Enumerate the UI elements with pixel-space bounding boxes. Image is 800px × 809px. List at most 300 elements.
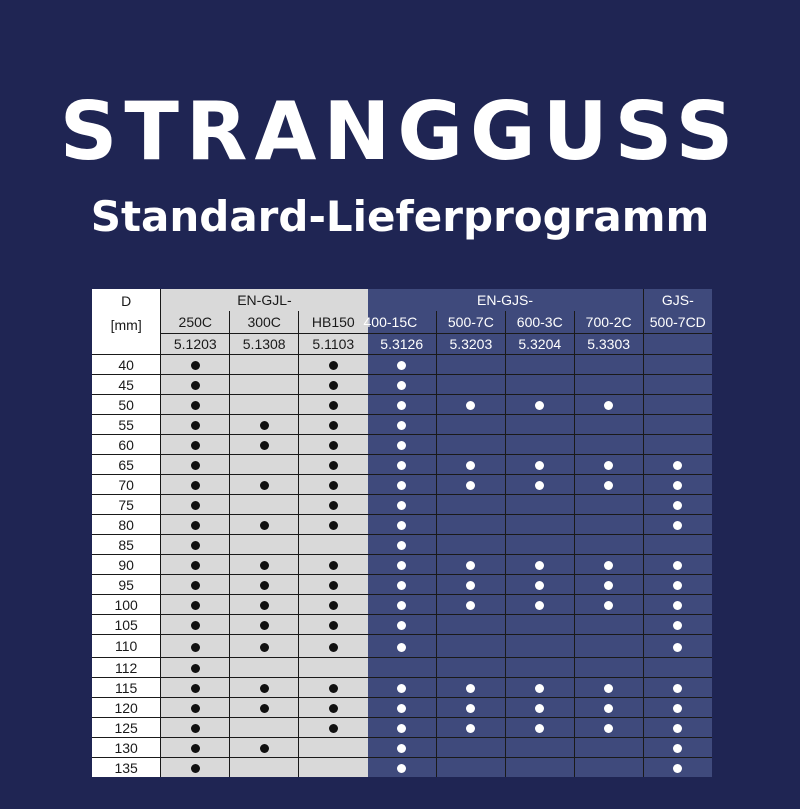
- available-dot-icon: [604, 704, 613, 713]
- availability-cell: [230, 515, 299, 535]
- available-dot-icon: [466, 461, 475, 470]
- availability-cell: [436, 395, 505, 415]
- availability-cell: [574, 635, 643, 658]
- availability-cell: [299, 515, 368, 535]
- availability-cell: [505, 738, 574, 758]
- availability-cell: [505, 678, 574, 698]
- grade-header: 500-7CD: [643, 311, 712, 334]
- availability-cell: [643, 435, 712, 455]
- available-dot-icon: [535, 581, 544, 590]
- material-number: 5.3126: [368, 334, 437, 355]
- available-dot-icon: [260, 684, 269, 693]
- availability-cell: [299, 435, 368, 455]
- available-dot-icon: [673, 621, 682, 630]
- availability-cell: [574, 738, 643, 758]
- material-number: 5.3204: [505, 334, 574, 355]
- diameter-header: [92, 289, 161, 355]
- available-dot-icon: [604, 561, 613, 570]
- table-row: [92, 658, 712, 678]
- availability-cell: [368, 615, 437, 635]
- availability-cell: [299, 615, 368, 635]
- availability-cell: [161, 595, 230, 615]
- diameter-cell: 65: [92, 455, 161, 475]
- diameter-cell: 105: [92, 615, 161, 635]
- availability-cell: [643, 758, 712, 778]
- available-dot-icon: [673, 704, 682, 713]
- availability-cell: [574, 515, 643, 535]
- availability-cell: [230, 415, 299, 435]
- availability-cell: [368, 595, 437, 615]
- table-row: [92, 575, 712, 595]
- availability-cell: [368, 375, 437, 395]
- available-dot-icon: [260, 621, 269, 630]
- available-dot-icon: [329, 521, 338, 530]
- available-dot-icon: [673, 684, 682, 693]
- available-dot-icon: [329, 601, 338, 610]
- table-row: [92, 435, 712, 455]
- availability-cell: [574, 395, 643, 415]
- availability-cell: [368, 455, 437, 475]
- availability-cell: [161, 635, 230, 658]
- availability-cell: [505, 555, 574, 575]
- available-dot-icon: [329, 401, 338, 410]
- available-dot-icon: [260, 581, 269, 590]
- availability-cell: [230, 355, 299, 375]
- availability-cell: [161, 495, 230, 515]
- available-dot-icon: [191, 621, 200, 630]
- availability-cell: [161, 698, 230, 718]
- available-dot-icon: [329, 361, 338, 370]
- table-row: [92, 355, 712, 375]
- available-dot-icon: [191, 441, 200, 450]
- diameter-cell: 75: [92, 495, 161, 515]
- available-dot-icon: [260, 744, 269, 753]
- available-dot-icon: [604, 601, 613, 610]
- available-dot-icon: [397, 501, 406, 510]
- availability-cell: [436, 658, 505, 678]
- availability-cell: [505, 515, 574, 535]
- availability-cell: [230, 658, 299, 678]
- availability-cell: [161, 555, 230, 575]
- availability-cell: [161, 758, 230, 778]
- diameter-cell: 50: [92, 395, 161, 415]
- availability-cell: [436, 678, 505, 698]
- table-row: [92, 515, 712, 535]
- availability-cell: [436, 635, 505, 658]
- available-dot-icon: [397, 461, 406, 470]
- availability-cell: [161, 575, 230, 595]
- availability-cell: [643, 455, 712, 475]
- availability-cell: [574, 415, 643, 435]
- group-header-en-gjs: EN-GJS-: [368, 289, 644, 311]
- available-dot-icon: [329, 421, 338, 430]
- availability-cell: [505, 495, 574, 515]
- availability-cell: [574, 718, 643, 738]
- availability-cell: [161, 678, 230, 698]
- availability-cell: [643, 718, 712, 738]
- available-dot-icon: [673, 724, 682, 733]
- diameter-cell: 95: [92, 575, 161, 595]
- available-dot-icon: [260, 441, 269, 450]
- availability-cell: [574, 555, 643, 575]
- availability-cell: [299, 635, 368, 658]
- availability-cell: [230, 435, 299, 455]
- availability-cell: [643, 495, 712, 515]
- material-number: 5.3203: [436, 334, 505, 355]
- available-dot-icon: [673, 764, 682, 773]
- availability-cell: [505, 375, 574, 395]
- available-dot-icon: [329, 621, 338, 630]
- availability-cell: [368, 435, 437, 455]
- availability-cell: [505, 758, 574, 778]
- availability-cell: [161, 375, 230, 395]
- availability-cell: [299, 678, 368, 698]
- availability-cell: [436, 435, 505, 455]
- material-number: 5.1103: [299, 334, 368, 355]
- availability-cell: [643, 475, 712, 495]
- available-dot-icon: [191, 744, 200, 753]
- availability-cell: [230, 758, 299, 778]
- available-dot-icon: [673, 561, 682, 570]
- available-dot-icon: [673, 601, 682, 610]
- availability-cell: [299, 495, 368, 515]
- availability-cell: [643, 555, 712, 575]
- availability-cell: [643, 635, 712, 658]
- availability-cell: [505, 435, 574, 455]
- availability-cell: [436, 475, 505, 495]
- material-number: 5.1203: [161, 334, 230, 355]
- diameter-cell: 120: [92, 698, 161, 718]
- availability-cell: [161, 535, 230, 555]
- grade-header: 500-7C: [436, 311, 505, 334]
- availability-cell: [436, 375, 505, 395]
- availability-cell: [643, 575, 712, 595]
- availability-cell: [299, 355, 368, 375]
- available-dot-icon: [466, 601, 475, 610]
- availability-cell: [299, 375, 368, 395]
- available-dot-icon: [260, 481, 269, 490]
- available-dot-icon: [191, 764, 200, 773]
- available-dot-icon: [191, 521, 200, 530]
- availability-cell: [574, 375, 643, 395]
- availability-cell: [505, 395, 574, 415]
- table-row: [92, 395, 712, 415]
- available-dot-icon: [466, 401, 475, 410]
- available-dot-icon: [191, 561, 200, 570]
- available-dot-icon: [191, 643, 200, 652]
- availability-cell: [299, 758, 368, 778]
- available-dot-icon: [260, 421, 269, 430]
- available-dot-icon: [329, 461, 338, 470]
- availability-cell: [643, 395, 712, 415]
- available-dot-icon: [329, 684, 338, 693]
- availability-cell: [368, 698, 437, 718]
- availability-cell: [436, 535, 505, 555]
- available-dot-icon: [397, 601, 406, 610]
- available-dot-icon: [397, 521, 406, 530]
- availability-cell: [574, 455, 643, 475]
- available-dot-icon: [466, 561, 475, 570]
- availability-cell: [299, 658, 368, 678]
- availability-cell: [574, 658, 643, 678]
- available-dot-icon: [191, 401, 200, 410]
- available-dot-icon: [191, 724, 200, 733]
- availability-cell: [505, 635, 574, 658]
- grade-header: 250C: [161, 311, 230, 334]
- availability-cell: [436, 738, 505, 758]
- material-number: 5.3303: [574, 334, 643, 355]
- availability-cell: [505, 355, 574, 375]
- availability-cell: [574, 355, 643, 375]
- availability-cell: [436, 575, 505, 595]
- available-dot-icon: [604, 401, 613, 410]
- availability-cell: [574, 535, 643, 555]
- table-row: [92, 375, 712, 395]
- availability-cell: [230, 738, 299, 758]
- available-dot-icon: [673, 521, 682, 530]
- table-row: [92, 615, 712, 635]
- availability-cell: [643, 375, 712, 395]
- availability-cell: [299, 595, 368, 615]
- available-dot-icon: [191, 601, 200, 610]
- availability-cell: [574, 475, 643, 495]
- availability-cell: [299, 738, 368, 758]
- available-dot-icon: [329, 561, 338, 570]
- availability-cell: [368, 515, 437, 535]
- available-dot-icon: [191, 461, 200, 470]
- table-row: [92, 495, 712, 515]
- material-number: [643, 334, 712, 355]
- availability-cell: [505, 415, 574, 435]
- availability-cell: [574, 615, 643, 635]
- availability-cell: [643, 678, 712, 698]
- availability-cell: [230, 635, 299, 658]
- availability-cell: [299, 415, 368, 435]
- available-dot-icon: [673, 581, 682, 590]
- table-row: [92, 555, 712, 575]
- table-row: [92, 758, 712, 778]
- delivery-program-table: [92, 289, 712, 777]
- availability-cell: [368, 555, 437, 575]
- available-dot-icon: [260, 704, 269, 713]
- available-dot-icon: [466, 581, 475, 590]
- grade-header: 700-2C: [574, 311, 643, 334]
- available-dot-icon: [191, 541, 200, 550]
- available-dot-icon: [673, 481, 682, 490]
- table-row: [92, 415, 712, 435]
- availability-cell: [643, 738, 712, 758]
- availability-cell: [643, 595, 712, 615]
- available-dot-icon: [260, 521, 269, 530]
- availability-cell: [368, 678, 437, 698]
- group-header-gjs: GJS-: [643, 289, 712, 311]
- availability-cell: [436, 495, 505, 515]
- availability-cell: [230, 495, 299, 515]
- availability-cell: [230, 455, 299, 475]
- availability-cell: [643, 615, 712, 635]
- availability-cell: [299, 535, 368, 555]
- availability-cell: [299, 718, 368, 738]
- grade-header: 400-15C: [368, 311, 437, 334]
- available-dot-icon: [329, 481, 338, 490]
- available-dot-icon: [191, 581, 200, 590]
- available-dot-icon: [397, 541, 406, 550]
- diameter-cell: 135: [92, 758, 161, 778]
- availability-cell: [505, 535, 574, 555]
- availability-cell: [230, 698, 299, 718]
- availability-cell: [161, 615, 230, 635]
- available-dot-icon: [329, 581, 338, 590]
- table-row: [92, 718, 712, 738]
- delivery-program-table-wrap: [92, 289, 712, 809]
- page-subtitle: Standard-Lieferprogramm: [90, 192, 710, 241]
- availability-cell: [299, 455, 368, 475]
- availability-cell: [230, 395, 299, 415]
- available-dot-icon: [191, 481, 200, 490]
- availability-cell: [368, 575, 437, 595]
- grade-header: 300C: [230, 311, 299, 334]
- availability-cell: [368, 395, 437, 415]
- available-dot-icon: [191, 664, 200, 673]
- availability-cell: [574, 595, 643, 615]
- available-dot-icon: [604, 581, 613, 590]
- table-row: [92, 595, 712, 615]
- availability-cell: [643, 535, 712, 555]
- available-dot-icon: [535, 481, 544, 490]
- available-dot-icon: [466, 481, 475, 490]
- available-dot-icon: [329, 501, 338, 510]
- availability-cell: [505, 615, 574, 635]
- available-dot-icon: [329, 381, 338, 390]
- available-dot-icon: [397, 643, 406, 652]
- availability-cell: [161, 718, 230, 738]
- available-dot-icon: [673, 744, 682, 753]
- availability-cell: [574, 698, 643, 718]
- available-dot-icon: [466, 704, 475, 713]
- availability-cell: [574, 678, 643, 698]
- available-dot-icon: [329, 441, 338, 450]
- availability-cell: [368, 475, 437, 495]
- grade-header: 600-3C: [505, 311, 574, 334]
- group-header-en-gjl: EN-GJL-: [161, 289, 368, 311]
- availability-cell: [643, 415, 712, 435]
- availability-cell: [643, 515, 712, 535]
- available-dot-icon: [397, 361, 406, 370]
- availability-cell: [299, 475, 368, 495]
- availability-cell: [161, 738, 230, 758]
- available-dot-icon: [535, 601, 544, 610]
- availability-cell: [368, 635, 437, 658]
- available-dot-icon: [397, 441, 406, 450]
- availability-cell: [574, 575, 643, 595]
- available-dot-icon: [673, 461, 682, 470]
- available-dot-icon: [397, 381, 406, 390]
- available-dot-icon: [191, 421, 200, 430]
- available-dot-icon: [535, 401, 544, 410]
- material-number: 5.1308: [230, 334, 299, 355]
- available-dot-icon: [329, 704, 338, 713]
- diameter-cell: 125: [92, 718, 161, 738]
- table-row: [92, 455, 712, 475]
- available-dot-icon: [397, 421, 406, 430]
- available-dot-icon: [397, 764, 406, 773]
- diameter-cell: 100: [92, 595, 161, 615]
- availability-cell: [436, 455, 505, 475]
- available-dot-icon: [329, 724, 338, 733]
- available-dot-icon: [535, 724, 544, 733]
- available-dot-icon: [260, 601, 269, 610]
- availability-cell: [368, 415, 437, 435]
- available-dot-icon: [673, 643, 682, 652]
- availability-cell: [368, 658, 437, 678]
- diameter-label: D: [121, 293, 132, 309]
- diameter-cell: 60: [92, 435, 161, 455]
- availability-cell: [161, 395, 230, 415]
- availability-cell: [436, 555, 505, 575]
- diameter-cell: 85: [92, 535, 161, 555]
- availability-cell: [161, 355, 230, 375]
- availability-cell: [299, 395, 368, 415]
- availability-cell: [230, 475, 299, 495]
- diameter-cell: 70: [92, 475, 161, 495]
- availability-cell: [230, 678, 299, 698]
- availability-cell: [299, 575, 368, 595]
- available-dot-icon: [535, 461, 544, 470]
- available-dot-icon: [397, 401, 406, 410]
- diameter-cell: 112: [92, 658, 161, 678]
- availability-cell: [230, 535, 299, 555]
- available-dot-icon: [466, 724, 475, 733]
- availability-cell: [643, 658, 712, 678]
- available-dot-icon: [397, 744, 406, 753]
- table-row: [92, 738, 712, 758]
- available-dot-icon: [191, 501, 200, 510]
- available-dot-icon: [397, 481, 406, 490]
- availability-cell: [505, 658, 574, 678]
- table-row: [92, 535, 712, 555]
- availability-cell: [161, 658, 230, 678]
- available-dot-icon: [535, 561, 544, 570]
- availability-cell: [368, 738, 437, 758]
- availability-cell: [436, 415, 505, 435]
- availability-cell: [299, 698, 368, 718]
- available-dot-icon: [397, 684, 406, 693]
- table-row: [92, 698, 712, 718]
- availability-cell: [436, 355, 505, 375]
- availability-cell: [643, 355, 712, 375]
- table-row: [92, 635, 712, 658]
- availability-cell: [436, 595, 505, 615]
- available-dot-icon: [191, 381, 200, 390]
- available-dot-icon: [535, 704, 544, 713]
- diameter-cell: 40: [92, 355, 161, 375]
- availability-cell: [574, 758, 643, 778]
- availability-cell: [230, 575, 299, 595]
- availability-cell: [299, 555, 368, 575]
- available-dot-icon: [466, 684, 475, 693]
- diameter-cell: 115: [92, 678, 161, 698]
- availability-cell: [436, 698, 505, 718]
- diameter-cell: 130: [92, 738, 161, 758]
- page-title: STRANGGUSS: [59, 85, 741, 178]
- available-dot-icon: [604, 684, 613, 693]
- available-dot-icon: [397, 724, 406, 733]
- available-dot-icon: [604, 461, 613, 470]
- available-dot-icon: [673, 501, 682, 510]
- availability-cell: [230, 615, 299, 635]
- availability-cell: [574, 495, 643, 515]
- availability-cell: [230, 555, 299, 575]
